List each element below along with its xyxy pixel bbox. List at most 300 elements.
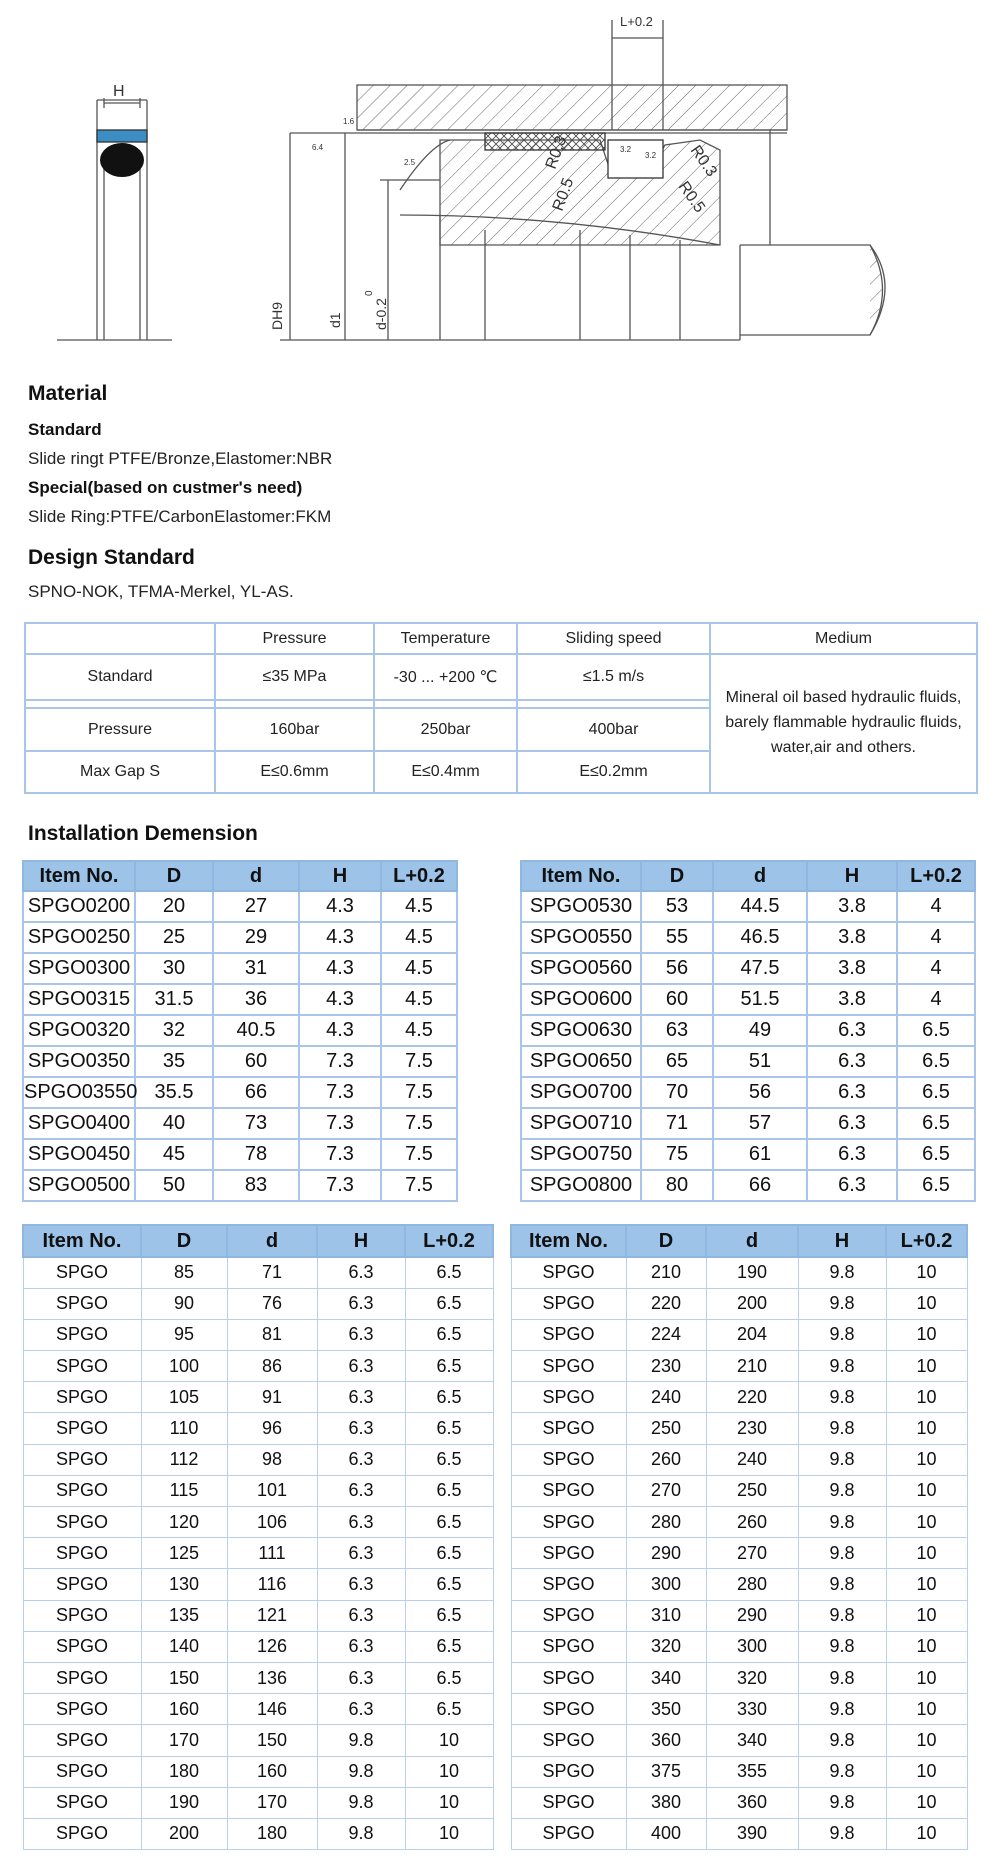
item-number-cell: SPGO03550: [23, 1077, 135, 1108]
dimension-cell: 6.5: [405, 1631, 493, 1662]
dimension-cell: 180: [141, 1756, 227, 1787]
dimension-cell: 4.3: [299, 953, 381, 984]
dimension-cell: 190: [706, 1257, 798, 1288]
table-header-row: [23, 1225, 493, 1257]
dimension-cell: 160: [227, 1756, 317, 1787]
dimension-cell: 240: [706, 1444, 798, 1475]
column-header: L+0.2: [381, 861, 457, 891]
table-row: [23, 1288, 493, 1319]
table-row: [23, 1046, 457, 1077]
table-row: [23, 1725, 493, 1756]
item-number-cell: SPGO0600: [521, 984, 641, 1015]
dimension-cell: 75: [641, 1139, 713, 1170]
spec-cell: 250bar: [374, 708, 517, 751]
label-25: 2.5: [404, 158, 416, 167]
spec-cell: Standard: [25, 654, 215, 700]
dimension-cell: 200: [141, 1818, 227, 1849]
dimension-cell: 116: [227, 1569, 317, 1600]
table-row: [521, 1139, 975, 1170]
item-number-cell: SPGO: [23, 1756, 141, 1787]
dimension-cell: 70: [641, 1077, 713, 1108]
dimension-cell: 210: [626, 1257, 706, 1288]
label-r05a: R0.5: [549, 175, 578, 214]
dimension-cell: 56: [641, 953, 713, 984]
item-number-cell: SPGO: [23, 1818, 141, 1849]
item-number-cell: SPGO: [23, 1507, 141, 1538]
dimension-cell: 4.5: [381, 984, 457, 1015]
dimension-cell: 10: [886, 1507, 967, 1538]
dimension-table-3: [22, 1224, 494, 1850]
dimension-cell: 7.5: [381, 1046, 457, 1077]
dimension-cell: 6.5: [405, 1507, 493, 1538]
dimension-cell: 85: [141, 1257, 227, 1288]
item-number-cell: SPGO: [23, 1257, 141, 1288]
dimension-cell: 78: [213, 1139, 299, 1170]
table-row: [511, 1288, 967, 1319]
column-header: L+0.2: [405, 1225, 493, 1257]
dimension-cell: 10: [886, 1756, 967, 1787]
dimension-cell: 106: [227, 1507, 317, 1538]
dimension-cell: 6.5: [405, 1694, 493, 1725]
table-row: [23, 1569, 493, 1600]
dimension-cell: 10: [886, 1288, 967, 1319]
spec-header-sliding-speed: Sliding speed: [517, 623, 710, 654]
item-number-cell: SPGO: [23, 1382, 141, 1413]
label-32a: 3.2: [620, 145, 632, 154]
dimension-cell: 10: [405, 1818, 493, 1849]
dimension-cell: 150: [227, 1725, 317, 1756]
dimension-cell: 9.8: [798, 1631, 886, 1662]
table-row: [23, 1257, 493, 1288]
table-row: [511, 1351, 967, 1382]
table-row: [521, 1046, 975, 1077]
column-header: Item No.: [521, 861, 641, 891]
dimension-cell: 51.5: [713, 984, 807, 1015]
dimension-cell: 4.5: [381, 1015, 457, 1046]
dimension-cell: 6.3: [317, 1319, 405, 1350]
table-row: [23, 1662, 493, 1693]
dimension-cell: 210: [706, 1351, 798, 1382]
table-row: [511, 1319, 967, 1350]
dimension-cell: 31: [213, 953, 299, 984]
label-32b: 3.2: [645, 151, 657, 160]
column-header: H: [299, 861, 381, 891]
dimension-cell: 6.5: [405, 1351, 493, 1382]
item-number-cell: SPGO: [511, 1319, 626, 1350]
dimension-cell: 4.5: [381, 891, 457, 922]
dimension-cell: 61: [713, 1139, 807, 1170]
item-number-cell: SPGO: [511, 1507, 626, 1538]
dimension-cell: 9.8: [317, 1818, 405, 1849]
column-header: L+0.2: [897, 861, 975, 891]
dimension-cell: 9.8: [798, 1507, 886, 1538]
table-row: [23, 1475, 493, 1506]
dimension-cell: 125: [141, 1538, 227, 1569]
label-r05b: R0.5: [674, 178, 709, 216]
dimension-cell: 10: [886, 1475, 967, 1506]
dimension-cell: 6.3: [317, 1257, 405, 1288]
item-number-cell: SPGO: [511, 1631, 626, 1662]
dimension-cell: 4: [897, 922, 975, 953]
item-number-cell: SPGO: [511, 1351, 626, 1382]
table-row: [511, 1631, 967, 1662]
column-header: H: [807, 861, 897, 891]
item-number-cell: SPGO: [23, 1631, 141, 1662]
dimension-cell: 7.3: [299, 1046, 381, 1077]
spec-cell: 400bar: [517, 708, 710, 751]
item-number-cell: SPGO: [23, 1444, 141, 1475]
item-number-cell: SPGO0400: [23, 1108, 135, 1139]
dimension-cell: 10: [886, 1662, 967, 1693]
dimension-cell: 29: [213, 922, 299, 953]
dimension-cell: 10: [886, 1257, 967, 1288]
dimension-cell: 100: [141, 1351, 227, 1382]
dimension-cell: 126: [227, 1631, 317, 1662]
dimension-cell: 7.5: [381, 1108, 457, 1139]
item-number-cell: SPGO: [23, 1319, 141, 1350]
table-row: [511, 1600, 967, 1631]
table-row: [521, 1015, 975, 1046]
dimension-cell: 6.3: [317, 1538, 405, 1569]
table-row: [23, 891, 457, 922]
table-row: [23, 953, 457, 984]
dimension-cell: 270: [706, 1538, 798, 1569]
dimension-cell: 51: [713, 1046, 807, 1077]
item-number-cell: SPGO: [511, 1787, 626, 1818]
dimension-cell: 280: [626, 1507, 706, 1538]
design-title: Design Standard: [28, 546, 195, 569]
spec-cell: 160bar: [215, 708, 374, 751]
dimension-cell: 44.5: [713, 891, 807, 922]
dimension-cell: 224: [626, 1319, 706, 1350]
dimension-cell: 10: [405, 1756, 493, 1787]
dimension-cell: 80: [641, 1170, 713, 1201]
dimension-cell: 111: [227, 1538, 317, 1569]
table-row: [511, 1475, 967, 1506]
dimension-cell: 380: [626, 1787, 706, 1818]
dimension-cell: 9.8: [798, 1756, 886, 1787]
dimension-table-1: [22, 860, 458, 1202]
dimension-cell: 90: [141, 1288, 227, 1319]
table-row: [23, 1694, 493, 1725]
dimension-cell: 9.8: [798, 1288, 886, 1319]
dimension-cell: 10: [405, 1725, 493, 1756]
dimension-cell: 6.5: [405, 1538, 493, 1569]
dimension-cell: 6.3: [317, 1475, 405, 1506]
dimension-cell: 375: [626, 1756, 706, 1787]
table-row: [23, 1382, 493, 1413]
dimension-cell: 6.5: [405, 1600, 493, 1631]
table-row: [23, 1787, 493, 1818]
table-row: [23, 922, 457, 953]
dimension-cell: 47.5: [713, 953, 807, 984]
dimension-cell: 112: [141, 1444, 227, 1475]
table-row: [23, 1351, 493, 1382]
table-row: [23, 1413, 493, 1444]
dimension-cell: 10: [886, 1600, 967, 1631]
dimension-cell: 53: [641, 891, 713, 922]
table-row: [511, 1257, 967, 1288]
dimension-cell: 86: [227, 1351, 317, 1382]
dimension-cell: 71: [641, 1108, 713, 1139]
dimension-cell: 6.5: [405, 1662, 493, 1693]
item-number-cell: SPGO: [511, 1382, 626, 1413]
dimension-cell: 10: [886, 1631, 967, 1662]
dimension-cell: 9.8: [798, 1538, 886, 1569]
table-row: [23, 984, 457, 1015]
dimension-cell: 9.8: [798, 1382, 886, 1413]
dimension-cell: 65: [641, 1046, 713, 1077]
label-16: 1.6: [343, 117, 355, 126]
table-row: [23, 1319, 493, 1350]
dimension-cell: 66: [213, 1077, 299, 1108]
table-row: [23, 1444, 493, 1475]
dimension-cell: 270: [626, 1475, 706, 1506]
spec-header-row: [25, 623, 977, 654]
table-row: [23, 1108, 457, 1139]
table-row: [521, 984, 975, 1015]
column-header: d: [713, 861, 807, 891]
dimension-cell: 6.5: [405, 1288, 493, 1319]
item-number-cell: SPGO: [23, 1600, 141, 1631]
dimension-cell: 9.8: [798, 1413, 886, 1444]
dimension-cell: 6.3: [317, 1507, 405, 1538]
dimension-cell: 10: [886, 1444, 967, 1475]
dimension-cell: 81: [227, 1319, 317, 1350]
dimension-cell: 25: [135, 922, 213, 953]
item-number-cell: SPGO: [23, 1288, 141, 1319]
spec-cell: E≤0.6mm: [215, 751, 374, 793]
dimension-cell: 10: [886, 1787, 967, 1818]
spec-cell: E≤0.4mm: [374, 751, 517, 793]
dimension-cell: 60: [213, 1046, 299, 1077]
item-number-cell: SPGO: [511, 1600, 626, 1631]
dimension-cell: 140: [141, 1631, 227, 1662]
item-number-cell: SPGO: [511, 1569, 626, 1600]
dimension-cell: 4.5: [381, 922, 457, 953]
table-header-row: [23, 861, 457, 891]
label-r03b: R0.3: [686, 142, 721, 180]
dimension-cell: 73: [213, 1108, 299, 1139]
dimension-cell: 6.3: [807, 1015, 897, 1046]
dimension-cell: 57: [713, 1108, 807, 1139]
dimension-cell: 190: [141, 1787, 227, 1818]
dimension-cell: 45: [135, 1139, 213, 1170]
dimension-cell: 230: [706, 1413, 798, 1444]
dimension-cell: 6.3: [317, 1694, 405, 1725]
table-row: [23, 1756, 493, 1787]
dimension-cell: 27: [213, 891, 299, 922]
dimension-cell: 7.5: [381, 1077, 457, 1108]
item-number-cell: SPGO: [23, 1569, 141, 1600]
table-row: [511, 1569, 967, 1600]
dimension-cell: 130: [141, 1569, 227, 1600]
dimension-cell: 6.3: [317, 1662, 405, 1693]
dimension-cell: 7.5: [381, 1139, 457, 1170]
dimension-cell: 9.8: [798, 1319, 886, 1350]
table-row: [511, 1818, 967, 1849]
dimension-cell: 6.5: [405, 1257, 493, 1288]
table-row: [511, 1787, 967, 1818]
item-number-cell: SPGO: [511, 1662, 626, 1693]
label-d02: d-0.2: [373, 298, 389, 330]
table-row: [511, 1507, 967, 1538]
spec-standard-row: [25, 654, 977, 700]
dimension-cell: 204: [706, 1319, 798, 1350]
dimension-cell: 6.3: [317, 1351, 405, 1382]
dimension-cell: 40.5: [213, 1015, 299, 1046]
dimension-cell: 4: [897, 953, 975, 984]
dimension-cell: 330: [706, 1694, 798, 1725]
label-64: 6.4: [312, 143, 324, 152]
dimension-cell: 6.5: [405, 1319, 493, 1350]
dimension-cell: 300: [626, 1569, 706, 1600]
table-row: [511, 1694, 967, 1725]
dimension-cell: 9.8: [798, 1818, 886, 1849]
item-number-cell: SPGO0700: [521, 1077, 641, 1108]
dimension-cell: 260: [626, 1444, 706, 1475]
dimension-cell: 120: [141, 1507, 227, 1538]
dimension-table-2: [520, 860, 976, 1202]
dimension-cell: 7.3: [299, 1139, 381, 1170]
dimension-cell: 7.5: [381, 1170, 457, 1201]
special-text: Slide Ring:PTFE/CarbonElastomer:FKM: [28, 507, 332, 526]
dimension-cell: 9.8: [798, 1569, 886, 1600]
table-row: [511, 1756, 967, 1787]
item-number-cell: SPGO: [511, 1756, 626, 1787]
column-header: H: [798, 1225, 886, 1257]
dimension-cell: 220: [626, 1288, 706, 1319]
column-header: d: [227, 1225, 317, 1257]
installation-title: Installation Demension: [28, 822, 258, 845]
dimension-cell: 170: [227, 1787, 317, 1818]
dimension-cell: 290: [706, 1600, 798, 1631]
table-row: [23, 1139, 457, 1170]
table-row: [23, 1818, 493, 1849]
dimension-cell: 6.3: [807, 1170, 897, 1201]
dimension-cell: 35.5: [135, 1077, 213, 1108]
item-number-cell: SPGO: [23, 1538, 141, 1569]
dimension-cell: 3.8: [807, 953, 897, 984]
table-row: [521, 953, 975, 984]
table-row: [511, 1725, 967, 1756]
dimension-cell: 355: [706, 1756, 798, 1787]
spec-cell: ≤1.5 m/s: [517, 654, 710, 700]
dimension-cell: 6.3: [317, 1600, 405, 1631]
dimension-cell: 3.8: [807, 922, 897, 953]
label-r03a: R0.3: [542, 133, 571, 172]
dimension-cell: 7.3: [299, 1108, 381, 1139]
spec-cell: Pressure: [25, 708, 215, 751]
label-d0: 0: [364, 290, 375, 296]
dimension-cell: 115: [141, 1475, 227, 1506]
spec-header-pressure: Pressure: [215, 623, 374, 654]
label-d1: d1: [327, 312, 343, 328]
dimension-cell: 71: [227, 1257, 317, 1288]
dimension-cell: 3.8: [807, 984, 897, 1015]
dimension-cell: 170: [141, 1725, 227, 1756]
spec-table: [24, 622, 978, 794]
dimension-cell: 9.8: [798, 1351, 886, 1382]
label-h: H: [113, 83, 125, 100]
item-number-cell: SPGO: [23, 1725, 141, 1756]
item-number-cell: SPGO0630: [521, 1015, 641, 1046]
special-label: Special(based on custmer's need): [28, 478, 303, 497]
column-header: D: [135, 861, 213, 891]
dimension-cell: 9.8: [317, 1756, 405, 1787]
dimension-cell: 101: [227, 1475, 317, 1506]
dimension-cell: 6.5: [405, 1413, 493, 1444]
item-number-cell: SPGO: [23, 1351, 141, 1382]
label-dh9: DH9: [269, 301, 285, 330]
dimension-cell: 260: [706, 1507, 798, 1538]
dimension-cell: 96: [227, 1413, 317, 1444]
dimension-cell: 146: [227, 1694, 317, 1725]
dimension-cell: 6.5: [405, 1444, 493, 1475]
dimension-cell: 10: [886, 1818, 967, 1849]
item-number-cell: SPGO0530: [521, 891, 641, 922]
spec-cell: E≤0.2mm: [517, 751, 710, 793]
dimension-cell: 31.5: [135, 984, 213, 1015]
dimension-cell: 95: [141, 1319, 227, 1350]
dimension-cell: 10: [886, 1569, 967, 1600]
item-number-cell: SPGO: [23, 1413, 141, 1444]
spec-header-temperature: Temperature: [374, 623, 517, 654]
dimension-cell: 6.3: [317, 1413, 405, 1444]
dimension-cell: 40: [135, 1108, 213, 1139]
dimension-cell: 180: [227, 1818, 317, 1849]
dimension-cell: 6.5: [405, 1382, 493, 1413]
spec-header-medium: Medium: [710, 623, 977, 654]
item-number-cell: SPGO0320: [23, 1015, 135, 1046]
dimension-cell: 360: [626, 1725, 706, 1756]
item-number-cell: SPGO0550: [521, 922, 641, 953]
dimension-cell: 83: [213, 1170, 299, 1201]
dimension-cell: 10: [886, 1694, 967, 1725]
column-header: Item No.: [23, 1225, 141, 1257]
dimension-cell: 160: [141, 1694, 227, 1725]
dimension-cell: 10: [886, 1725, 967, 1756]
dimension-cell: 250: [626, 1413, 706, 1444]
dimension-cell: 98: [227, 1444, 317, 1475]
item-number-cell: SPGO0650: [521, 1046, 641, 1077]
dimension-cell: 60: [641, 984, 713, 1015]
table-row: [511, 1382, 967, 1413]
item-number-cell: SPGO0315: [23, 984, 135, 1015]
dimension-cell: 150: [141, 1662, 227, 1693]
table-row: [511, 1538, 967, 1569]
spec-medium-cell: Mineral oil based hydraulic fluids, barely flammable hydraulic fluids, water,air and others.: [710, 654, 977, 793]
dimension-cell: 6.3: [317, 1631, 405, 1662]
dimension-cell: 360: [706, 1787, 798, 1818]
item-number-cell: SPGO0450: [23, 1139, 135, 1170]
column-header: D: [626, 1225, 706, 1257]
dimension-cell: 6.3: [807, 1046, 897, 1077]
item-number-cell: SPGO: [23, 1787, 141, 1818]
dimension-cell: 340: [706, 1725, 798, 1756]
dimension-cell: 4.3: [299, 984, 381, 1015]
dimension-cell: 9.8: [798, 1444, 886, 1475]
dimension-cell: 6.5: [897, 1077, 975, 1108]
column-header: H: [317, 1225, 405, 1257]
dimension-cell: 9.8: [798, 1694, 886, 1725]
item-number-cell: SPGO: [511, 1818, 626, 1849]
item-number-cell: SPGO: [23, 1475, 141, 1506]
o-ring-shape: [100, 143, 144, 177]
item-number-cell: SPGO: [23, 1662, 141, 1693]
dimension-cell: 220: [706, 1382, 798, 1413]
dimension-cell: 10: [886, 1382, 967, 1413]
